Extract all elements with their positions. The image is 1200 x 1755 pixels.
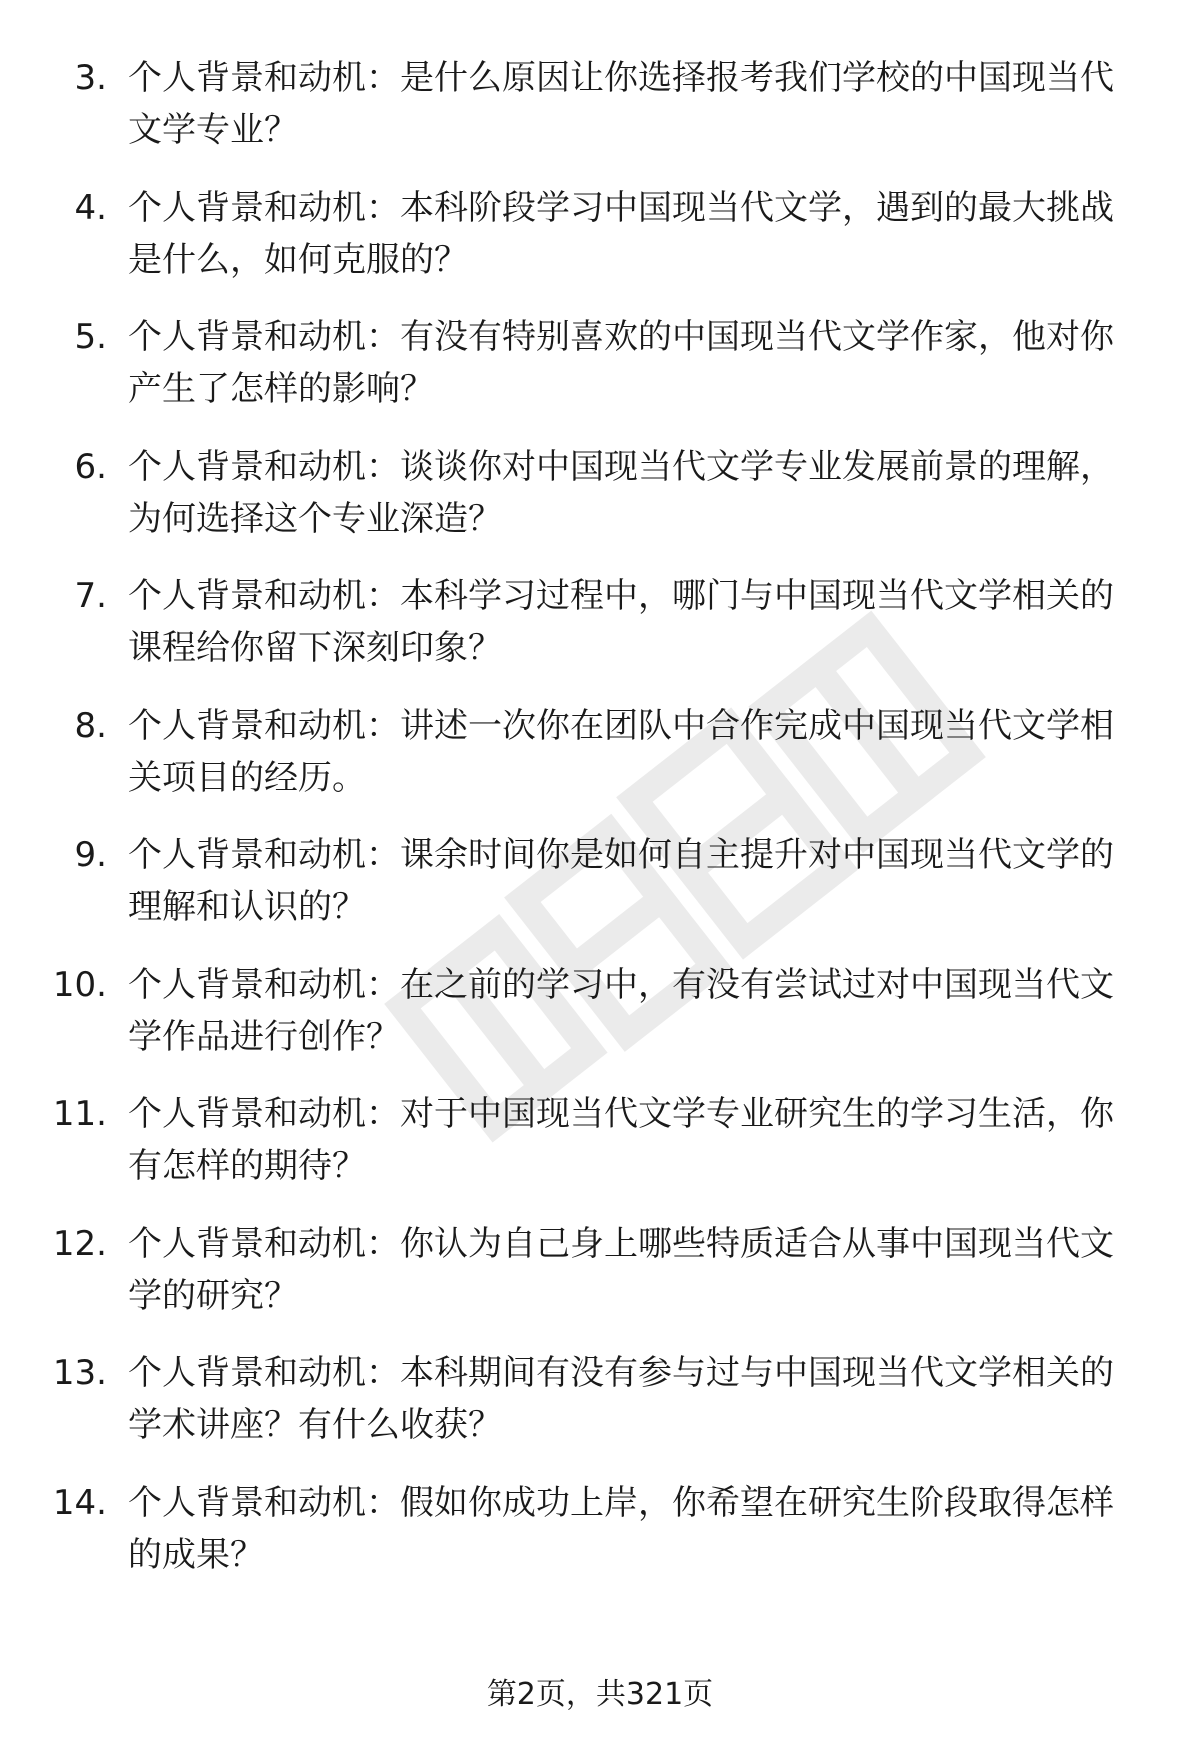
question-text: 个人背景和动机：假如你成功上岸，你希望在研究生阶段取得怎样的成果？ [128, 1482, 1114, 1575]
question-text: 个人背景和动机：本科期间有没有参与过与中国现当代文学相关的学术讲座？有什么收获？ [128, 1353, 1114, 1445]
list-item [0, 570, 1200, 700]
question-text: 个人背景和动机：你认为自己身上哪些特质适合从事中国现当代文学的研究？ [128, 1223, 1114, 1316]
list-item [0, 1477, 1200, 1607]
question-text: 个人背景和动机：在之前的学习中，有没有尝试过对中国现当代文学作品进行创作？ [128, 964, 1114, 1057]
list-item [0, 959, 1200, 1089]
question-number: 3. [74, 58, 107, 98]
list-item [0, 52, 1200, 182]
question-text: 个人背景和动机：谈谈你对中国现当代文学专业发展前景的理解，为何选择这个专业深造？ [128, 446, 1114, 539]
question-number: 5. [74, 317, 107, 357]
question-number: 14. [52, 1482, 107, 1523]
list-item [0, 1347, 1200, 1477]
question-number: 12. [52, 1223, 107, 1264]
question-number: 11. [52, 1094, 107, 1134]
question-number: 8. [74, 705, 107, 746]
page-footer [0, 1675, 1200, 1715]
question-text: 个人背景和动机：本科阶段学习中国现当代文学，遇到的最大挑战是什么，如何克服的？ [128, 187, 1114, 280]
question-list [0, 52, 1200, 1606]
question-number: 6. [74, 446, 107, 487]
page-number-label: 第2页，共321页 [486, 1677, 714, 1712]
list-item [0, 182, 1200, 312]
question-text: 个人背景和动机：有没有特别喜欢的中国现当代文学作家，他对你产生了怎样的影响？ [128, 317, 1114, 409]
list-item [0, 311, 1200, 441]
list-item [0, 1218, 1200, 1348]
question-number: 7. [74, 576, 107, 616]
list-item [0, 829, 1200, 959]
question-text: 个人背景和动机：讲述一次你在团队中合作完成中国现当代文学相关项目的经历。 [128, 705, 1114, 798]
question-number: 9. [74, 835, 107, 875]
list-item [0, 1088, 1200, 1218]
question-text: 个人背景和动机：是什么原因让你选择报考我们学校的中国现当代文学专业？ [128, 58, 1114, 150]
question-text: 个人背景和动机：课余时间你是如何自主提升对中国现当代文学的理解和认识的？ [128, 835, 1114, 927]
list-item [0, 700, 1200, 830]
question-text: 个人背景和动机：本科学习过程中，哪门与中国现当代文学相关的课程给你留下深刻印象？ [128, 576, 1114, 668]
question-number: 13. [52, 1353, 107, 1393]
list-item [0, 441, 1200, 571]
question-text: 个人背景和动机：对于中国现当代文学专业研究生的学习生活，你有怎样的期待？ [128, 1094, 1114, 1186]
question-number: 10. [52, 964, 107, 1005]
question-number: 4. [74, 187, 107, 228]
